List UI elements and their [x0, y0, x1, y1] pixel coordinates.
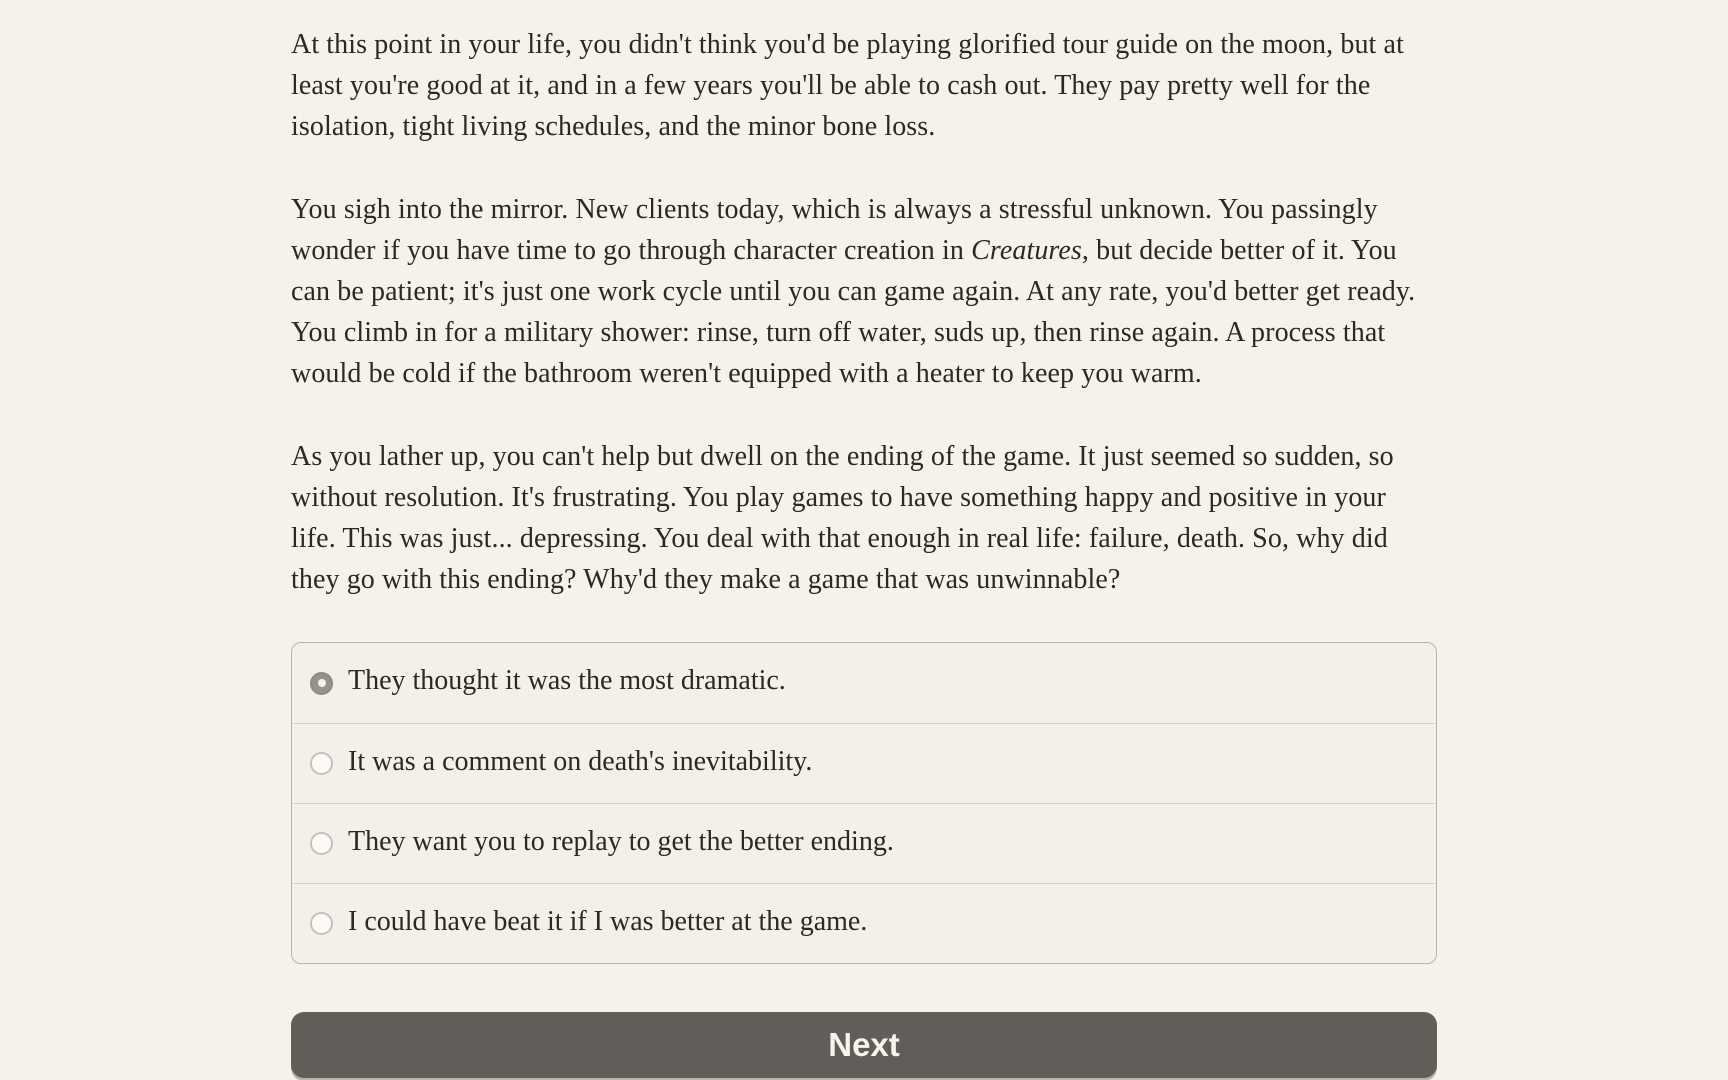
choice-option-label: They want you to replay to get the better ending.: [348, 825, 894, 857]
next-button[interactable]: Next: [291, 1012, 1437, 1078]
choice-option-1[interactable]: [292, 643, 1436, 723]
choice-option-3[interactable]: [292, 803, 1436, 883]
story-paragraph-3: As you lather up, you can't help but dwell on the ending of the game. It just seemed so sudden, so without resolution. It's frustrating. You play games to have something happy and positive in your life. This was just... depressing. You deal with that enough in real life: failure, death. So, why did they go with this ending? Why'd they make a game that was unwinnable?: [291, 441, 1394, 595]
story-text: [291, 24, 1437, 600]
choice-list: [291, 642, 1437, 964]
choice-option-label: It was a comment on death's inevitability.: [348, 745, 813, 777]
passage-container: [291, 0, 1437, 1078]
radio-button-icon[interactable]: [310, 752, 333, 775]
radio-button-icon[interactable]: [310, 832, 333, 855]
game-title-italic: Creatures: [971, 235, 1082, 266]
story-paragraph-2-text: You sigh into the mirror. New clients today, which is always a stressful unknown. You passingly wonder if you have time to go through character creation in: [291, 194, 1378, 266]
radio-button-icon[interactable]: [310, 672, 333, 695]
choice-option-4[interactable]: [292, 883, 1436, 963]
story-paragraph-2: [291, 189, 1437, 394]
story-paragraph-1: At this point in your life, you didn't think you'd be playing glorified tour guide on the moon, but at least you're good at it, and in a few years you'll be able to cash out. They pay pretty well for the isolation, tight living schedules, and the minor bone loss.: [291, 29, 1404, 142]
story-paragraph-2-text-after: , but decide better of it. You can be patient; it's just one work cycle until you can game again. At any rate, you'd better get ready. You climb in for a military shower: rinse, turn off water, suds up, then rinse again. A process that would be cold if the bathroom weren't equipped with a heater to keep you warm.: [291, 235, 1416, 389]
choice-option-label: They thought it was the most dramatic.: [348, 665, 786, 696]
radio-button-icon[interactable]: [310, 912, 333, 935]
choice-option-2[interactable]: [292, 723, 1436, 803]
choice-option-label: I could have beat it if I was better at the game.: [348, 905, 868, 937]
